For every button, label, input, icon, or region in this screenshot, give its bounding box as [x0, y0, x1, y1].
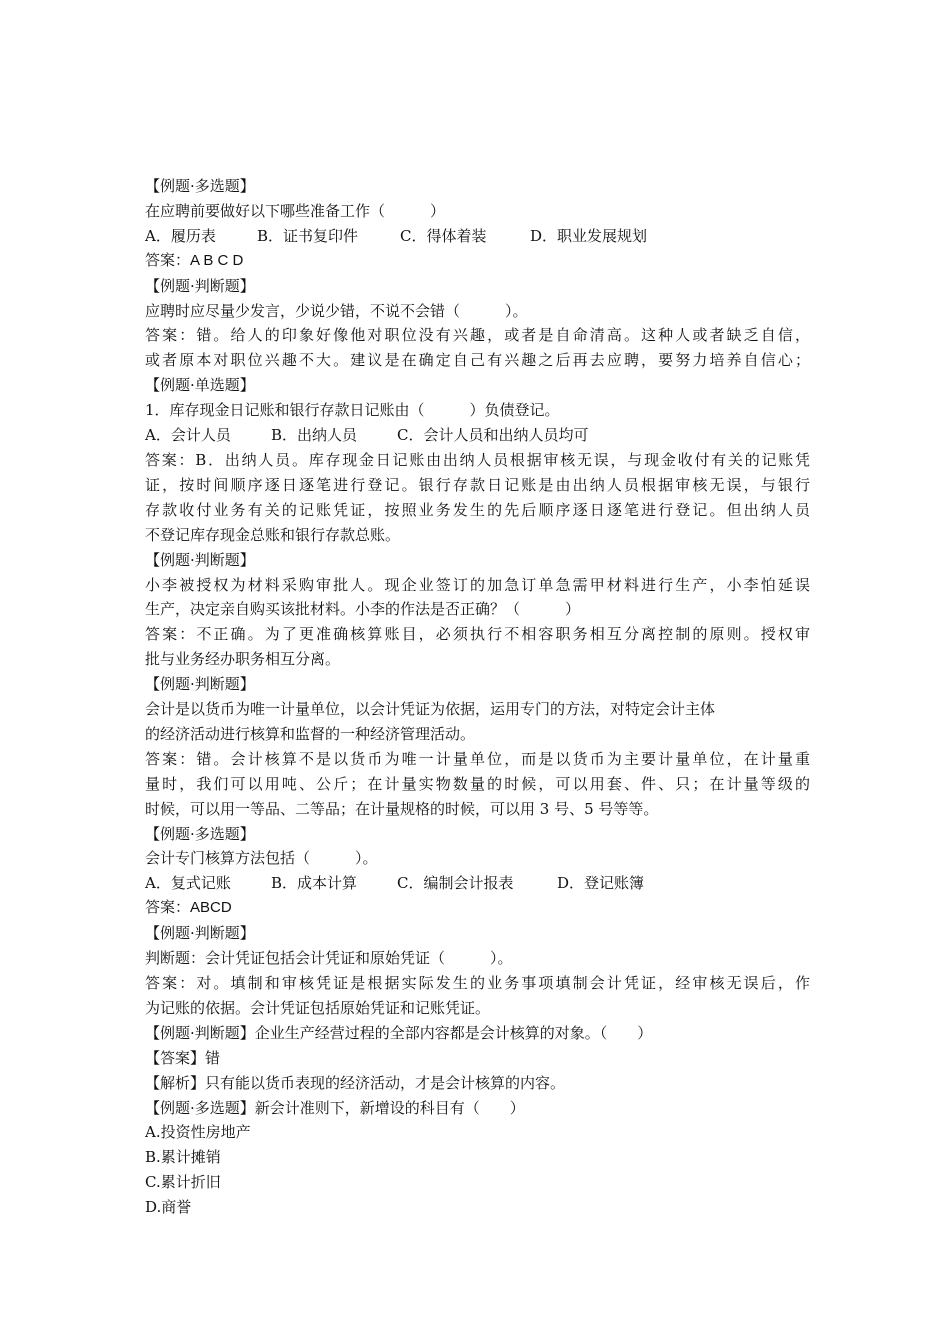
- q4-answer-line: 批与业务经办职务相互分离。: [145, 650, 341, 669]
- q7-tag: 【例题·判断题】: [145, 924, 255, 943]
- q1-option-c: C．得体着装: [400, 226, 487, 245]
- q5-stem-line: 会计是以货币为唯一计量单位，以会计凭证为依据，运用专门的方法，对特定会计主体: [145, 700, 716, 719]
- q3-answer-line: 不登记库存现金总账和银行存款总账。: [145, 525, 401, 544]
- q1-options: [145, 224, 810, 249]
- q8-stem: 【例题·判断题】企业生产经营过程的全部内容都是会计核算的对象。（ ）: [145, 1023, 653, 1042]
- q6-stem: 会计专门核算方法包括（ ）。: [145, 849, 378, 868]
- q3-answer-line: 证，按时间顺序逐日逐笔进行登记。银行存款日记账是由出纳人员根据审核无误，与银行: [145, 475, 810, 494]
- q1-answer: 答案：A B C D: [145, 251, 244, 269]
- q6-option-b: B．成本计算: [271, 874, 358, 893]
- q2-stem: 应聘时应尽量少发言，少说少错，不说不会错（ ）。: [145, 301, 528, 320]
- q8-answer: 【答案】错: [145, 1048, 221, 1067]
- q3-stem: 1．库存现金日记账和银行存款日记账由（ ）负债登记。: [145, 401, 560, 420]
- q1-option-a: A．履历表: [145, 226, 216, 245]
- q3-option-c: C．会计人员和出纳人员均可: [397, 426, 589, 445]
- q5-answer-line: 量时，我们可以用吨、公斤；在计量实物数量的时候，可以用套、件、只；在计量等级的: [145, 774, 810, 793]
- q5-answer-line: 答案：错。会计核算不是以货币为唯一计量单位，而是以货币为主要计量单位，在计量重: [145, 749, 810, 768]
- q4-stem-line: 生产，决定亲自购买该批材料。小李的作法是否正确？（ ）: [145, 600, 581, 619]
- q1-stem: 在应聘前要做好以下哪些准备工作（ ）: [145, 201, 446, 220]
- q3-option-b: B．出纳人员: [271, 426, 358, 445]
- q5-stem-line: 的经济活动进行核算和监督的一种经济管理活动。: [145, 724, 476, 743]
- q1-tag: 【例题·多选题】: [145, 177, 255, 195]
- q2-tag: 【例题·判断题】: [145, 276, 255, 295]
- q2-answer-line: 答案：错。给人的印象好像他对职位没有兴趣，或者是自命清高。这种人或者缺乏自信，: [145, 326, 810, 345]
- q4-stem-line: 小李被授权为材料采购审批人。现企业签订的加急订单急需甲材料进行生产，小李怕延误: [145, 575, 810, 594]
- q6-answer: 答案：ABCD: [145, 899, 232, 917]
- q6-option-c: C．编制会计报表: [397, 874, 514, 893]
- q9-option-b: B.累计摊销: [145, 1148, 221, 1167]
- document-body: [145, 174, 810, 1220]
- q6-option-d: D．登记账簿: [557, 874, 645, 893]
- q7-stem: 判断题：会计凭证包括会计凭证和原始凭证（ ）。: [145, 949, 513, 968]
- q5-tag: 【例题·判断题】: [145, 675, 255, 694]
- q3-tag: 【例题·单选题】: [145, 376, 255, 395]
- q8-analysis: 【解析】只有能以货币表现的经济活动，才是会计核算的内容。: [145, 1073, 566, 1092]
- q9-option-c: C.累计折旧: [145, 1173, 221, 1192]
- q7-answer-line: 答案：对。填制和审核凭证是根据实际发生的业务事项填制会计凭证，经审核无误后，作: [145, 974, 810, 992]
- q6-options: [145, 871, 810, 896]
- q3-option-a: A．会计人员: [145, 426, 231, 445]
- q6-tag: 【例题·多选题】: [145, 824, 255, 843]
- q7-answer-line: 为记账的依据。会计凭证包括原始凭证和记账凭证。: [145, 998, 491, 1017]
- q4-answer-line: 答案：不正确。为了更准确核算账目，必须执行不相容职务相互分离控制的原则。授权审: [145, 625, 810, 644]
- q6-option-a: A．复式记账: [145, 874, 231, 893]
- q3-options: [145, 423, 810, 448]
- q9-option-d: D.商誉: [145, 1198, 192, 1217]
- q5-answer-line: 时候，可以用一等品、二等品；在计量规格的时候，可以用 3 号、5 号等等。: [145, 799, 659, 818]
- q1-option-d: D．职业发展规划: [530, 226, 648, 245]
- q9-option-a: A.投资性房地产: [145, 1123, 251, 1142]
- q9-stem: 【例题·多选题】新会计准则下，新增设的科目有（ ）: [145, 1098, 525, 1117]
- q4-tag: 【例题·判断题】: [145, 550, 255, 569]
- q3-answer-line: 答案：B．出纳人员。库存现金日记账由出纳人员根据审核无误，与现金收付有关的记账凭: [145, 450, 810, 469]
- q1-option-b: B．证书复印件: [257, 226, 359, 245]
- q3-answer-line: 存款收付业务有关的记账凭证，按照业务发生的先后顺序逐日逐笔进行登记。但出纳人员: [145, 500, 810, 519]
- q2-answer-line: 或者原本对职位兴趣不大。建议是在确定自己有兴趣之后再去应聘，要努力培养自信心；: [145, 351, 810, 370]
